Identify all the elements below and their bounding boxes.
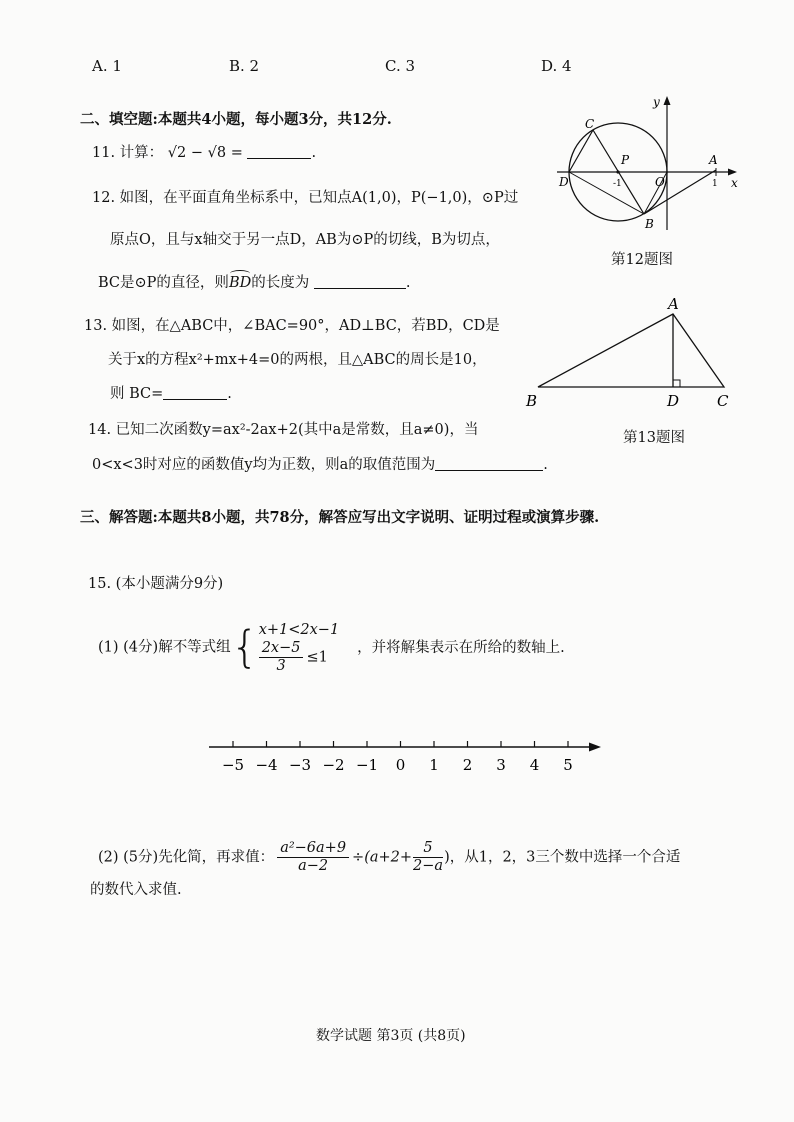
q15-part2-line-2: 的数代入求值. <box>90 882 182 898</box>
q12-line-3-b: 的长度为 <box>251 275 310 291</box>
number-line-label: 0 <box>395 756 406 774</box>
number-line-label: −4 <box>255 756 278 774</box>
choice-b: B. 2 <box>229 57 260 75</box>
q15-part-2 <box>98 840 680 875</box>
q11-eq: = <box>230 145 243 161</box>
number-line-ticks <box>222 741 573 774</box>
q15-title: 15. (本小题满分9分) <box>88 576 224 592</box>
inequality-system <box>259 620 339 675</box>
q12-line-3-end: . <box>405 275 411 291</box>
number-line-label: −2 <box>322 756 345 774</box>
q15-part2-prefix: (2) (5分)先化简，再求值： <box>98 849 275 866</box>
q14-line-2 <box>92 455 548 475</box>
label-p: P <box>621 153 630 167</box>
number-line-label: 1 <box>429 756 439 774</box>
q13-line-3-a: 则 BC= <box>110 386 164 402</box>
label-c: C <box>585 117 595 131</box>
q14-line-2-end: . <box>543 457 548 473</box>
label-c: C <box>717 392 729 410</box>
section-2-heading: 二、填空题:本题共4小题，每小题3分，共12分. <box>80 111 392 128</box>
label-b: B <box>526 392 538 410</box>
inequality-1: x+1<2x−1 <box>258 622 340 638</box>
q11-end: . <box>311 145 317 161</box>
q11-minus: − <box>190 145 204 161</box>
label-b: B <box>645 217 654 231</box>
q12-line-1: 12. 如图，在平面直角坐标系中，已知点A(1,0)，P(−1,0)，⊙P过 <box>92 190 519 206</box>
segment-cd <box>569 130 593 172</box>
q15-part-1 <box>98 620 565 675</box>
label-one: 1 <box>712 179 718 189</box>
inequality-2: $\frac{2x-5}{3}$ ≤1 <box>259 640 339 675</box>
x-axis-arrow <box>728 169 737 176</box>
q11-prefix: 11. 计算： <box>92 145 164 161</box>
question-11 <box>92 143 316 163</box>
label-x: x <box>731 176 738 190</box>
number-line-label: 5 <box>563 756 573 774</box>
number-line-label: 3 <box>496 756 506 774</box>
q12-line-2: 原点O，且与x轴交于另一点D，AB为⊙P的切线，B为切点， <box>110 232 500 248</box>
label-d: D <box>667 392 680 410</box>
q11-expr-b: √8 <box>207 145 227 161</box>
right-angle-mark <box>673 380 680 387</box>
number-line <box>205 735 605 777</box>
q11-answer-blank[interactable] <box>247 143 311 159</box>
y-axis-arrow <box>664 96 671 105</box>
q14-line-1: 14. 已知二次函数y=ax²-2ax+2(其中a是常数，且a≠0)，当 <box>88 422 479 438</box>
label-d: D <box>559 175 569 189</box>
division-sign: ÷ <box>352 849 365 866</box>
system-brace: { <box>230 621 259 673</box>
q13-figure <box>520 292 745 412</box>
number-line-arrow <box>589 743 601 752</box>
q15-part1-suffix: ，并将解集表示在所给的数轴上. <box>357 639 565 656</box>
fraction-1: $\frac{\text{a²−6a+9}}{a-2}$ <box>277 840 349 875</box>
choice-c: C. 3 <box>385 57 416 75</box>
fraction-2: $\frac{5}{2-a}$ <box>413 840 444 874</box>
label-y: y <box>653 95 660 109</box>
q13-answer-blank[interactable] <box>163 384 227 400</box>
q13-line-2: 关于x的方程x²+mx+4=0的两根，且△ABC的周长是10， <box>108 352 487 368</box>
label-a: A <box>709 153 718 167</box>
label-o: O <box>655 175 665 189</box>
q12-fig-caption: 第12题图 <box>611 252 673 268</box>
center-p-dot <box>616 170 619 173</box>
number-line-label: 2 <box>462 756 473 774</box>
q15-part2-suffix: ，从1，2，3三个数中选择一个合适 <box>449 849 681 866</box>
segment-bd <box>569 172 644 214</box>
q13-line-3 <box>110 384 232 404</box>
q13-line-1: 13. 如图，在△ABC中，∠BAC=90°，AD⊥BC，若BD，CD是 <box>84 318 500 334</box>
q15-part1-prefix: (1) (4分)解不等式组 <box>98 639 231 656</box>
triangle-abc <box>538 314 724 387</box>
q12-arc-bd: BD <box>229 273 251 293</box>
paren-open: (a+2+ <box>364 849 413 866</box>
page-footer: 数学试题 第3页 (共8页) <box>316 1028 466 1044</box>
q12-line-3 <box>98 273 410 293</box>
q13-line-3-end: . <box>227 386 232 402</box>
label-a: A <box>668 295 679 313</box>
q14-answer-blank[interactable] <box>435 455 543 471</box>
number-line-label: −3 <box>288 756 312 774</box>
q12-answer-blank[interactable] <box>314 273 406 289</box>
paren-close: ) <box>444 849 450 866</box>
q13-fig-caption: 第13题图 <box>623 430 685 446</box>
label-neg1: -1 <box>613 179 622 189</box>
q14-line-2-a: 0<x<3时对应的函数值y均为正数，则a的取值范围为 <box>92 457 436 473</box>
q12-figure <box>555 92 745 242</box>
section-3-heading: 三、解答题:本题共8小题，共78分，解答应写出文字说明、证明过程或演算步骤. <box>80 509 600 526</box>
q12-line-3-a: BC是⊙P的直径，则 <box>98 275 229 291</box>
number-line-label: −1 <box>355 756 379 774</box>
choice-a: A. 1 <box>92 57 122 75</box>
number-line-label: 4 <box>529 756 540 774</box>
choice-d: D. 4 <box>541 57 572 75</box>
number-line-label: −5 <box>221 756 245 774</box>
q11-expr-a: √2 <box>167 145 187 161</box>
